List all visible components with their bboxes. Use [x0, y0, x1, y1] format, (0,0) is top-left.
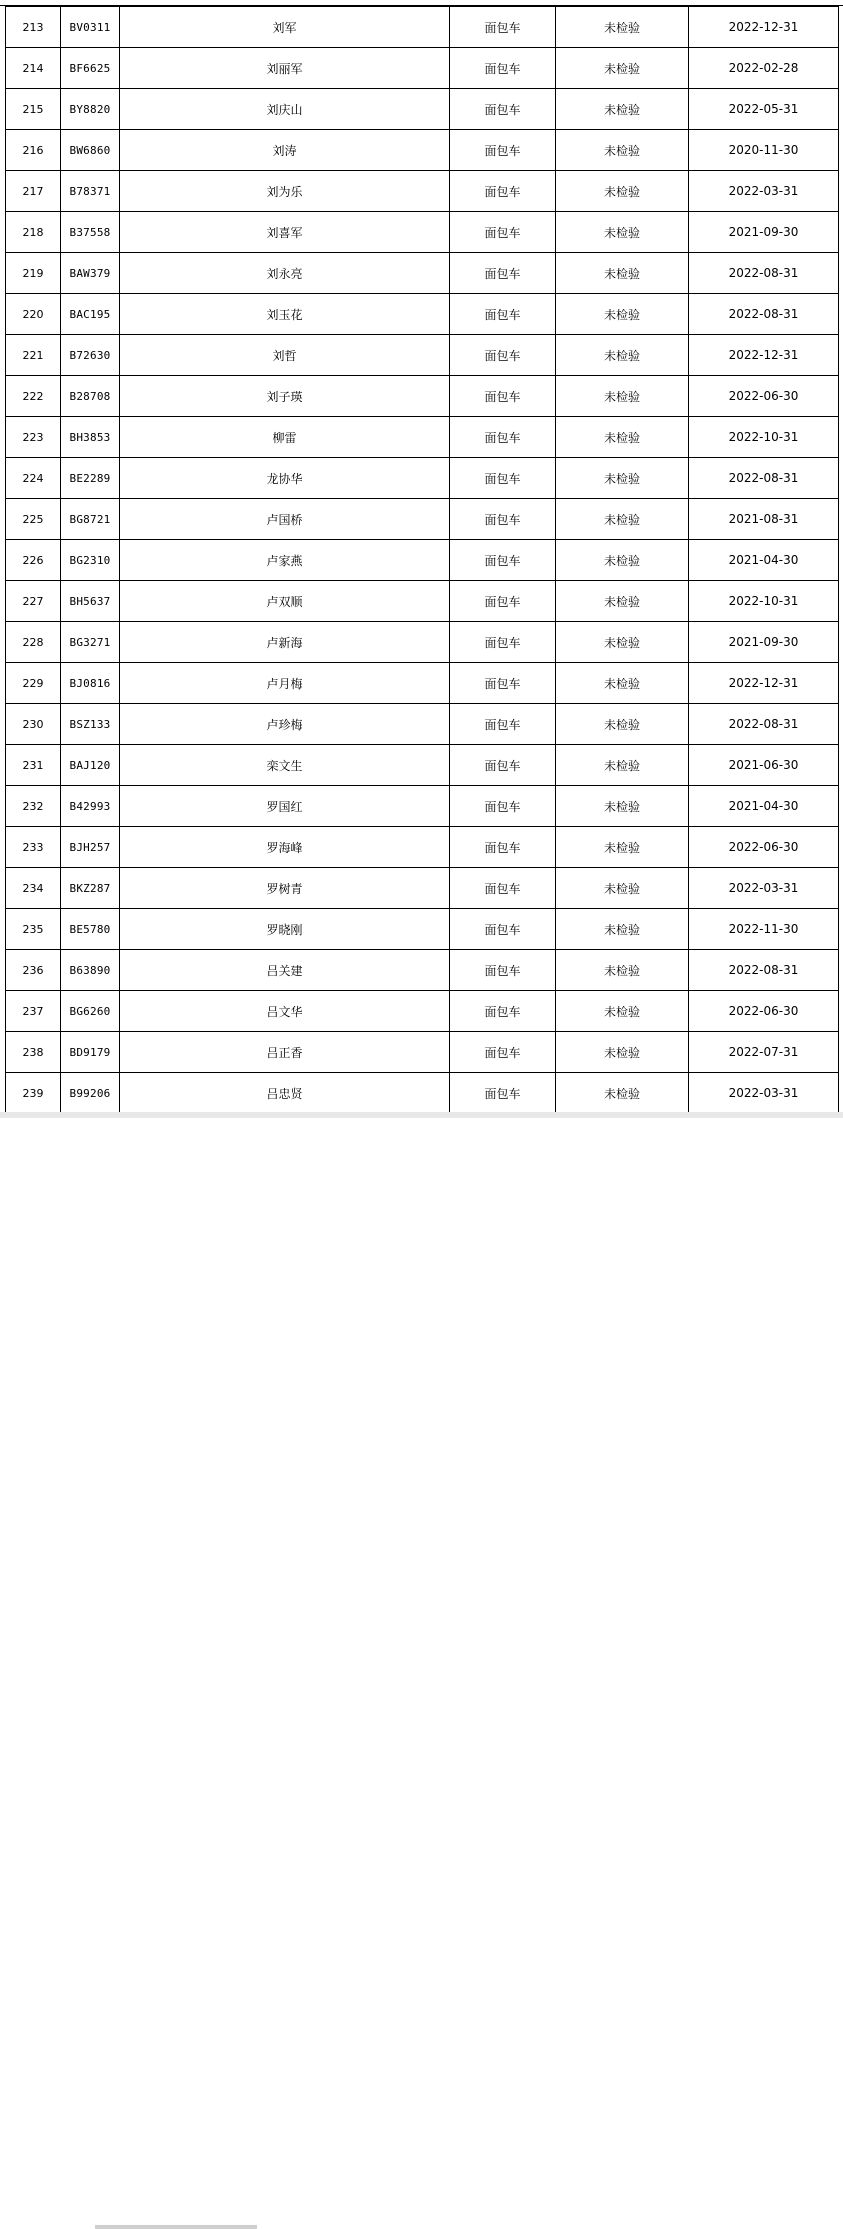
cell-inspection-status: 未检验 — [556, 212, 689, 253]
cell-inspection-status: 未检验 — [556, 704, 689, 745]
cell-inspection-status: 未检验 — [556, 745, 689, 786]
cell-owner-name: 卢家燕 — [120, 540, 450, 581]
cell-expiry-date: 2022-11-30 — [689, 909, 839, 950]
cell-plate-number: B63890 — [61, 950, 120, 991]
cell-owner-name: 刘子瑛 — [120, 376, 450, 417]
table-row — [6, 868, 839, 909]
cell-owner-name: 罗海峰 — [120, 827, 450, 868]
cell-expiry-date: 2022-06-30 — [689, 827, 839, 868]
cell-inspection-status: 未检验 — [556, 622, 689, 663]
table-row — [6, 663, 839, 704]
cell-row-number: 218 — [6, 212, 61, 253]
cell-vehicle-type: 面包车 — [450, 991, 556, 1032]
cell-owner-name: 刘哲 — [120, 335, 450, 376]
cell-plate-number: BG3271 — [61, 622, 120, 663]
cell-owner-name: 刘为乐 — [120, 171, 450, 212]
cell-owner-name: 卢月梅 — [120, 663, 450, 704]
cell-row-number: 222 — [6, 376, 61, 417]
cell-row-number: 234 — [6, 868, 61, 909]
table-row — [6, 130, 839, 171]
table-row — [6, 1032, 839, 1073]
table-row — [6, 622, 839, 663]
cell-inspection-status: 未检验 — [556, 581, 689, 622]
cell-owner-name: 龙协华 — [120, 458, 450, 499]
cell-owner-name: 刘军 — [120, 7, 450, 48]
cell-inspection-status: 未检验 — [556, 950, 689, 991]
cell-vehicle-type: 面包车 — [450, 581, 556, 622]
cell-vehicle-type: 面包车 — [450, 786, 556, 827]
cell-vehicle-type: 面包车 — [450, 458, 556, 499]
cell-expiry-date: 2022-06-30 — [689, 991, 839, 1032]
cell-plate-number: BH5637 — [61, 581, 120, 622]
cell-expiry-date: 2022-08-31 — [689, 294, 839, 335]
cell-expiry-date: 2022-12-31 — [689, 335, 839, 376]
cell-inspection-status: 未检验 — [556, 376, 689, 417]
cell-row-number: 216 — [6, 130, 61, 171]
cell-vehicle-type: 面包车 — [450, 253, 556, 294]
cell-vehicle-type: 面包车 — [450, 335, 556, 376]
cell-inspection-status: 未检验 — [556, 171, 689, 212]
cell-vehicle-type: 面包车 — [450, 89, 556, 130]
cell-inspection-status: 未检验 — [556, 335, 689, 376]
cell-plate-number: BF6625 — [61, 48, 120, 89]
cell-row-number: 215 — [6, 89, 61, 130]
cell-row-number: 220 — [6, 294, 61, 335]
cell-inspection-status: 未检验 — [556, 458, 689, 499]
table-row — [6, 7, 839, 48]
cell-vehicle-type: 面包车 — [450, 950, 556, 991]
cell-expiry-date: 2020-11-30 — [689, 130, 839, 171]
cell-plate-number: BG8721 — [61, 499, 120, 540]
cell-plate-number: BG6260 — [61, 991, 120, 1032]
table-row — [6, 253, 839, 294]
cell-owner-name: 卢珍梅 — [120, 704, 450, 745]
cell-plate-number: BAW379 — [61, 253, 120, 294]
cell-expiry-date: 2022-12-31 — [689, 663, 839, 704]
cell-inspection-status: 未检验 — [556, 540, 689, 581]
table-row — [6, 704, 839, 745]
cell-inspection-status: 未检验 — [556, 130, 689, 171]
table-body — [6, 7, 839, 1114]
table-row — [6, 745, 839, 786]
cell-expiry-date: 2021-08-31 — [689, 499, 839, 540]
cell-vehicle-type: 面包车 — [450, 130, 556, 171]
cell-row-number: 223 — [6, 417, 61, 458]
cell-owner-name: 卢新海 — [120, 622, 450, 663]
cell-expiry-date: 2022-08-31 — [689, 704, 839, 745]
cell-owner-name: 刘永亮 — [120, 253, 450, 294]
cell-plate-number: B37558 — [61, 212, 120, 253]
table-row — [6, 581, 839, 622]
cell-plate-number: BW6860 — [61, 130, 120, 171]
cell-vehicle-type: 面包车 — [450, 417, 556, 458]
cell-vehicle-type: 面包车 — [450, 745, 556, 786]
table-row — [6, 991, 839, 1032]
cell-plate-number: B78371 — [61, 171, 120, 212]
cell-vehicle-type: 面包车 — [450, 376, 556, 417]
table-row — [6, 376, 839, 417]
cell-expiry-date: 2021-04-30 — [689, 786, 839, 827]
cell-vehicle-type: 面包车 — [450, 663, 556, 704]
cell-owner-name: 刘喜军 — [120, 212, 450, 253]
cell-owner-name: 卢双顺 — [120, 581, 450, 622]
cell-expiry-date: 2022-10-31 — [689, 581, 839, 622]
cell-vehicle-type: 面包车 — [450, 827, 556, 868]
cell-plate-number: BSZ133 — [61, 704, 120, 745]
cell-inspection-status: 未检验 — [556, 417, 689, 458]
cell-inspection-status: 未检验 — [556, 786, 689, 827]
table-row — [6, 294, 839, 335]
cell-vehicle-type: 面包车 — [450, 294, 556, 335]
table-row — [6, 417, 839, 458]
cell-owner-name: 刘丽军 — [120, 48, 450, 89]
cell-plate-number: BG2310 — [61, 540, 120, 581]
cell-inspection-status: 未检验 — [556, 89, 689, 130]
cell-row-number: 224 — [6, 458, 61, 499]
cell-plate-number: B72630 — [61, 335, 120, 376]
cell-owner-name: 刘涛 — [120, 130, 450, 171]
cell-row-number: 235 — [6, 909, 61, 950]
cell-expiry-date: 2022-05-31 — [689, 89, 839, 130]
cell-expiry-date: 2022-03-31 — [689, 171, 839, 212]
cell-row-number: 232 — [6, 786, 61, 827]
cell-owner-name: 栾文生 — [120, 745, 450, 786]
table-row — [6, 499, 839, 540]
cell-inspection-status: 未检验 — [556, 909, 689, 950]
cell-owner-name: 吕文华 — [120, 991, 450, 1032]
cell-plate-number: BY8820 — [61, 89, 120, 130]
cell-expiry-date: 2022-08-31 — [689, 950, 839, 991]
cell-row-number: 219 — [6, 253, 61, 294]
cell-vehicle-type: 面包车 — [450, 212, 556, 253]
cell-row-number: 226 — [6, 540, 61, 581]
cell-expiry-date: 2022-08-31 — [689, 253, 839, 294]
cell-vehicle-type: 面包车 — [450, 909, 556, 950]
table-row — [6, 89, 839, 130]
cell-expiry-date: 2022-06-30 — [689, 376, 839, 417]
cell-owner-name: 柳雷 — [120, 417, 450, 458]
cell-vehicle-type: 面包车 — [450, 499, 556, 540]
cell-expiry-date: 2022-08-31 — [689, 458, 839, 499]
horizontal-scrollbar[interactable] — [0, 1112, 843, 1118]
cell-expiry-date: 2021-09-30 — [689, 622, 839, 663]
cell-plate-number: BE5780 — [61, 909, 120, 950]
cell-plate-number: BH3853 — [61, 417, 120, 458]
table-row — [6, 212, 839, 253]
cell-row-number: 225 — [6, 499, 61, 540]
cell-row-number: 230 — [6, 704, 61, 745]
cell-plate-number: B99206 — [61, 1073, 120, 1114]
cell-expiry-date: 2022-10-31 — [689, 417, 839, 458]
cell-expiry-date: 2022-03-31 — [689, 1073, 839, 1114]
cell-inspection-status: 未检验 — [556, 868, 689, 909]
cell-row-number: 237 — [6, 991, 61, 1032]
cell-owner-name: 吕忠贤 — [120, 1073, 450, 1114]
cell-inspection-status: 未检验 — [556, 663, 689, 704]
table-row — [6, 540, 839, 581]
cell-owner-name: 罗晓刚 — [120, 909, 450, 950]
cell-row-number: 239 — [6, 1073, 61, 1114]
cell-inspection-status: 未检验 — [556, 827, 689, 868]
table-row — [6, 458, 839, 499]
cell-vehicle-type: 面包车 — [450, 704, 556, 745]
cell-row-number: 217 — [6, 171, 61, 212]
table-row — [6, 827, 839, 868]
cell-plate-number: BAJ120 — [61, 745, 120, 786]
cell-inspection-status: 未检验 — [556, 499, 689, 540]
cell-vehicle-type: 面包车 — [450, 1032, 556, 1073]
cell-expiry-date: 2022-03-31 — [689, 868, 839, 909]
cell-owner-name: 吕关建 — [120, 950, 450, 991]
cell-expiry-date: 2022-02-28 — [689, 48, 839, 89]
table-row — [6, 171, 839, 212]
cell-inspection-status: 未检验 — [556, 48, 689, 89]
table-row — [6, 48, 839, 89]
cell-row-number: 236 — [6, 950, 61, 991]
cell-inspection-status: 未检验 — [556, 991, 689, 1032]
cell-row-number: 214 — [6, 48, 61, 89]
cell-row-number: 213 — [6, 7, 61, 48]
cell-vehicle-type: 面包车 — [450, 171, 556, 212]
cell-vehicle-type: 面包车 — [450, 540, 556, 581]
table-row — [6, 909, 839, 950]
cell-expiry-date: 2021-06-30 — [689, 745, 839, 786]
scrollbar-thumb[interactable] — [95, 2225, 257, 2229]
cell-plate-number: BAC195 — [61, 294, 120, 335]
cell-row-number: 229 — [6, 663, 61, 704]
table-row — [6, 950, 839, 991]
cell-inspection-status: 未检验 — [556, 253, 689, 294]
cell-expiry-date: 2022-12-31 — [689, 7, 839, 48]
cell-owner-name: 吕正香 — [120, 1032, 450, 1073]
cell-row-number: 233 — [6, 827, 61, 868]
table-row — [6, 1073, 839, 1114]
cell-row-number: 221 — [6, 335, 61, 376]
cell-plate-number: B42993 — [61, 786, 120, 827]
cell-plate-number: BV0311 — [61, 7, 120, 48]
cell-row-number: 227 — [6, 581, 61, 622]
cell-plate-number: BJ0816 — [61, 663, 120, 704]
table-row — [6, 786, 839, 827]
cell-vehicle-type: 面包车 — [450, 7, 556, 48]
cell-owner-name: 罗树青 — [120, 868, 450, 909]
cell-vehicle-type: 面包车 — [450, 48, 556, 89]
cell-row-number: 231 — [6, 745, 61, 786]
cell-plate-number: BE2289 — [61, 458, 120, 499]
cell-plate-number: B28708 — [61, 376, 120, 417]
cell-owner-name: 刘庆山 — [120, 89, 450, 130]
cell-owner-name: 卢国桥 — [120, 499, 450, 540]
table-row — [6, 335, 839, 376]
cell-plate-number: BJH257 — [61, 827, 120, 868]
cell-inspection-status: 未检验 — [556, 7, 689, 48]
cell-expiry-date: 2021-04-30 — [689, 540, 839, 581]
cell-row-number: 228 — [6, 622, 61, 663]
cell-inspection-status: 未检验 — [556, 294, 689, 335]
cell-inspection-status: 未检验 — [556, 1032, 689, 1073]
cell-plate-number: BD9179 — [61, 1032, 120, 1073]
cell-plate-number: BKZ287 — [61, 868, 120, 909]
cell-inspection-status: 未检验 — [556, 1073, 689, 1114]
vehicle-inspection-table — [5, 6, 839, 1114]
cell-owner-name: 罗国红 — [120, 786, 450, 827]
cell-vehicle-type: 面包车 — [450, 868, 556, 909]
cell-expiry-date: 2021-09-30 — [689, 212, 839, 253]
cell-expiry-date: 2022-07-31 — [689, 1032, 839, 1073]
cell-vehicle-type: 面包车 — [450, 622, 556, 663]
cell-vehicle-type: 面包车 — [450, 1073, 556, 1114]
cell-owner-name: 刘玉花 — [120, 294, 450, 335]
cell-row-number: 238 — [6, 1032, 61, 1073]
